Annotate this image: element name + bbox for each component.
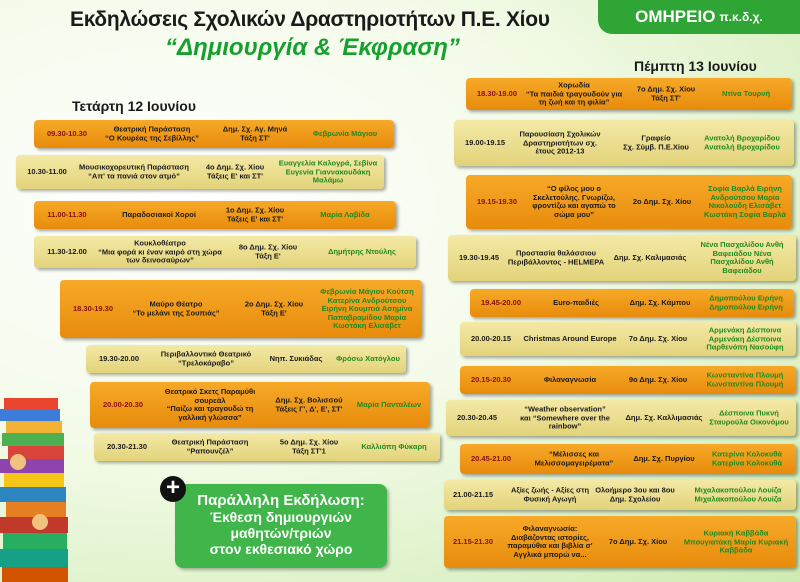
books-illustration (0, 390, 68, 582)
row-teacher: Φεβρωνία Μάγιου (312, 128, 378, 138)
note-line: στον εκθεσιακό χώρο (209, 541, 353, 557)
row-event: “Ο φίλος μου ο Σκελετούλης. Γνωρίζω, φροντίζω και αγαπώ το σώμα μου” (532, 184, 616, 219)
row-school: 2ο Δημ. Σχ. Χίου Τάξη Ε' (244, 299, 304, 317)
row-event: Μουσικοχορευτική Παράσταση “Απ' τα πανιά στον ατμό” (79, 162, 189, 180)
row-time: 20.30-21.30 (106, 441, 148, 451)
row-time: 18.30-19.00 (476, 88, 518, 98)
row-teacher: Μαρία Πανταλέων (356, 399, 422, 409)
row-time: 10.30-11.00 (27, 166, 67, 176)
row-school: 1ο Δημ. Σχ. Χίου Τάξεις Ε' και ΣΤ' (225, 205, 285, 223)
row-event: Θεατρική Παράσταση “Ραπουνζέλ” (171, 437, 249, 455)
day-label-thursday: Πέμπτη 13 Ιουνίου (634, 58, 757, 74)
schedule-row (454, 120, 794, 166)
row-time: 19.00-19.15 (464, 137, 506, 147)
row-time: 20.30-20.45 (456, 412, 498, 422)
schedule-row (460, 444, 796, 474)
row-school: Δημ. Σχ. Κάμπου (629, 297, 691, 307)
parallel-event-note (175, 484, 387, 568)
brand-suffix: π.κ.δ.χ. (719, 10, 763, 24)
row-event: Μαύρο Θέατρο “Το μελάνι της Σουπιάς” (132, 299, 220, 317)
row-school: Δημ. Σχ. Βολισσού Τάξεις Γ', Δ', Ε', ΣΤ' (275, 395, 343, 413)
row-event: Παρουσίαση Σχολικών Δραστηριοτήτων σχ. έτους 2012-13 (519, 129, 601, 156)
row-time: 11.00-11.30 (47, 209, 87, 219)
schedule-row (460, 366, 796, 394)
row-time: 19.15-19.30 (476, 196, 518, 206)
schedule-row (86, 345, 406, 373)
row-teacher: Δημήτρης Ντούλης (328, 246, 396, 256)
row-school: 5ο Δημ. Σχ. Χίου Τάξη ΣΤ'1 (279, 437, 339, 455)
schedule-row (16, 155, 384, 189)
row-event: Θεατρική Παράσταση “Ο Κουρέας της Σεβίλλης” (105, 124, 199, 142)
note-line: μαθητών/τριών (230, 525, 332, 541)
row-event: Euro-παιδιές (553, 297, 599, 307)
page-subtitle: “Δημιουργία & Έκφραση” (165, 34, 460, 61)
row-time: 18.30-19.30 (72, 303, 114, 313)
row-teacher: Ευαγγελία Καλογρά, Σεβίνα Ευγενία Γιαννακουδάκη Μαλάμω (278, 158, 378, 185)
row-event: Προστασία θαλάσσιου Περιβάλλοντος - HELMEPA (507, 248, 605, 266)
row-school: Δημ. Σχ. Καλλιμασιάς (625, 412, 703, 422)
row-school: 7ο Δημ. Σχ. Χίου (628, 333, 688, 343)
row-time: 11.30-12.00 (47, 246, 87, 256)
row-time: 19.30-19.45 (458, 252, 500, 262)
schedule-row (460, 322, 796, 356)
row-school: 7ο Δημ. Σχ. Χίου (608, 536, 668, 546)
schedule-row (34, 120, 394, 148)
row-teacher: Μιχαλακοπούλου Λουίζα Μιχαλακοπούλου Λουίζα (694, 485, 782, 503)
row-event: Φιλαναγνωσία (543, 374, 597, 384)
row-event: Christmas Around Europe (523, 333, 617, 343)
note-line: Έκθεση δημιουργιών (210, 509, 352, 525)
schedule-row (466, 175, 792, 229)
row-school: Ολοήμερο 3ου και 8ου Δημ. Σχολείου (595, 485, 675, 503)
row-school: Δημ. Σχ. Πυργίου (633, 453, 695, 463)
row-school: 2ο Δημ. Σχ. Χίου (632, 196, 692, 206)
row-time: 21.15-21.30 (452, 536, 494, 546)
row-time: 20.00-20.30 (102, 399, 144, 409)
row-event: “Μέλισσες και Μελισσομαγειρέματα” (534, 449, 614, 467)
schedule-row (60, 280, 422, 338)
brand-name: ΟΜΗΡΕΙΟ (635, 7, 716, 26)
row-school: 8ο Δημ. Σχ. Χίου Τάξη Ε' (238, 242, 298, 260)
row-event: Θεατρικό Σκετς Παραμύθι σουρεάλ “Παίζω και τραγουδώ τη γαλλική γλώσσα” (164, 387, 256, 422)
row-teacher: Κωνσταντίνα Πλουμή Κωνσταντίνα Πλουμή (706, 370, 784, 388)
row-school: Γραφείο Σχ. Σύμβ. Π.Ε.Χίου (623, 133, 689, 151)
row-teacher: Φεβρωνία Μάγιου Κούτση Κατερίνα Ανδρούτσου Ειρήνη Κουμπιά Ασημίνα Παπαβραμίδου Μαρία Κωστάκη Ελισάβετ (320, 286, 414, 330)
row-teacher: Νένα Πασχαλίδου Ανθή Βαφειάδου Νένα Πασχαλίδου Ανθή Βαφειάδου (700, 240, 784, 275)
plus-icon: + (160, 476, 186, 502)
row-teacher: Σοφία Βαρλά Ειρήνη Ανδρούτσου Μαρία Νικολούδη Ελισάβετ Κωστάκη Σοφία Βαρλά (704, 184, 786, 219)
row-school: 4ο Δημ. Σχ. Χίου Τάξεις Ε' και ΣΤ' (205, 162, 265, 180)
day-label-wednesday: Τετάρτη 12 Ιουνίου (72, 98, 197, 114)
row-teacher: Δέσποινα Πυκνή Σταυρούλα Οικονόμου (709, 408, 789, 426)
row-time: 20.00-20.15 (470, 333, 512, 343)
row-teacher: Ντίνα Τουρνή (721, 88, 771, 98)
schedule-row (470, 289, 794, 317)
row-time: 20.15-20.30 (470, 374, 512, 384)
row-school: 7ο Δημ. Σχ. Χίου Τάξη ΣΤ' (636, 84, 696, 102)
row-teacher: Φρόσω Χατόγλου (336, 353, 400, 363)
row-teacher: Δημοπούλου Ειρήνη Δημοπούλου Ειρήνη (709, 293, 783, 311)
brand-badge (598, 0, 800, 34)
row-school: Νηπ. Συκιάδας (269, 353, 323, 363)
row-teacher: Αρμενάκη Δέσποινα Αρμενάκη Δέσποινα Παρθενόπη Νασούφη (706, 325, 784, 352)
row-teacher: Ανατολή Βροχαρίδου Ανατολή Βροχαρίδου (704, 133, 780, 151)
row-school: Δημ. Σχ. Καλιμασιάς (613, 252, 687, 262)
row-time: 19.45-20.00 (480, 297, 522, 307)
schedule-row (34, 236, 416, 268)
row-school: 9ο Δημ. Σχ. Χίου (628, 374, 688, 384)
row-teacher: Κατερίνα Κολοκυθά Κατερίνα Κολοκυθά (711, 449, 783, 467)
row-event: Φιλαναγνωσία: Διαβάζοντας ιστορίες, παραμύθια και βιβλία σ' Αγγλικά μπορώ να... (507, 524, 593, 559)
schedule-row (444, 480, 796, 510)
schedule-row (448, 235, 796, 281)
row-event: Χορωδία “Τα παιδιά τραγουδούν για τη ζωή και τη φιλία” (525, 80, 623, 107)
row-time: 21.00-21.15 (452, 489, 494, 499)
row-teacher: Κυριακή Καββάδα Μπουγιατάκη Μαρία Κυριακή Καββάδα (683, 528, 789, 555)
row-school: Δημ. Σχ. Αγ. Μηνά Τάξη ΣΤ' (222, 124, 288, 142)
row-event: Παραδοσιακοί Χοροί (122, 209, 196, 219)
schedule-row (34, 201, 396, 229)
row-event: “Weather observation” και “Somewhere over the rainbow” (520, 404, 610, 431)
schedule-row (90, 382, 430, 428)
schedule-row (446, 400, 796, 436)
page-title: Εκδηλώσεις Σχολικών Δραστηριοτήτων Π.Ε. Χίου (70, 8, 550, 31)
row-event: Αξίες ζωής - Αξίες στη Φυσική Αγωγή (510, 485, 590, 503)
row-event: Κουκλοθέατρο “Μια φορά κι έναν καιρό στη χώρα των δεινοσαύρων” (98, 238, 222, 265)
row-event: Περιβαλλοντικό Θεατρικό “Τρελοκάραβο” (160, 349, 252, 367)
schedule-row (94, 433, 440, 461)
schedule-row (444, 516, 796, 568)
row-time: 19.30-20.00 (98, 353, 140, 363)
note-heading: Παράλληλη Εκδήλωση: (197, 492, 365, 509)
row-teacher: Μαρία Λαβίδα (320, 209, 370, 219)
schedule-row (466, 78, 792, 110)
row-teacher: Καλλιόπη Φύκαρη (361, 441, 427, 451)
row-time: 20.45-21.00 (470, 453, 512, 463)
row-time: 09.30-10.30 (46, 128, 88, 138)
